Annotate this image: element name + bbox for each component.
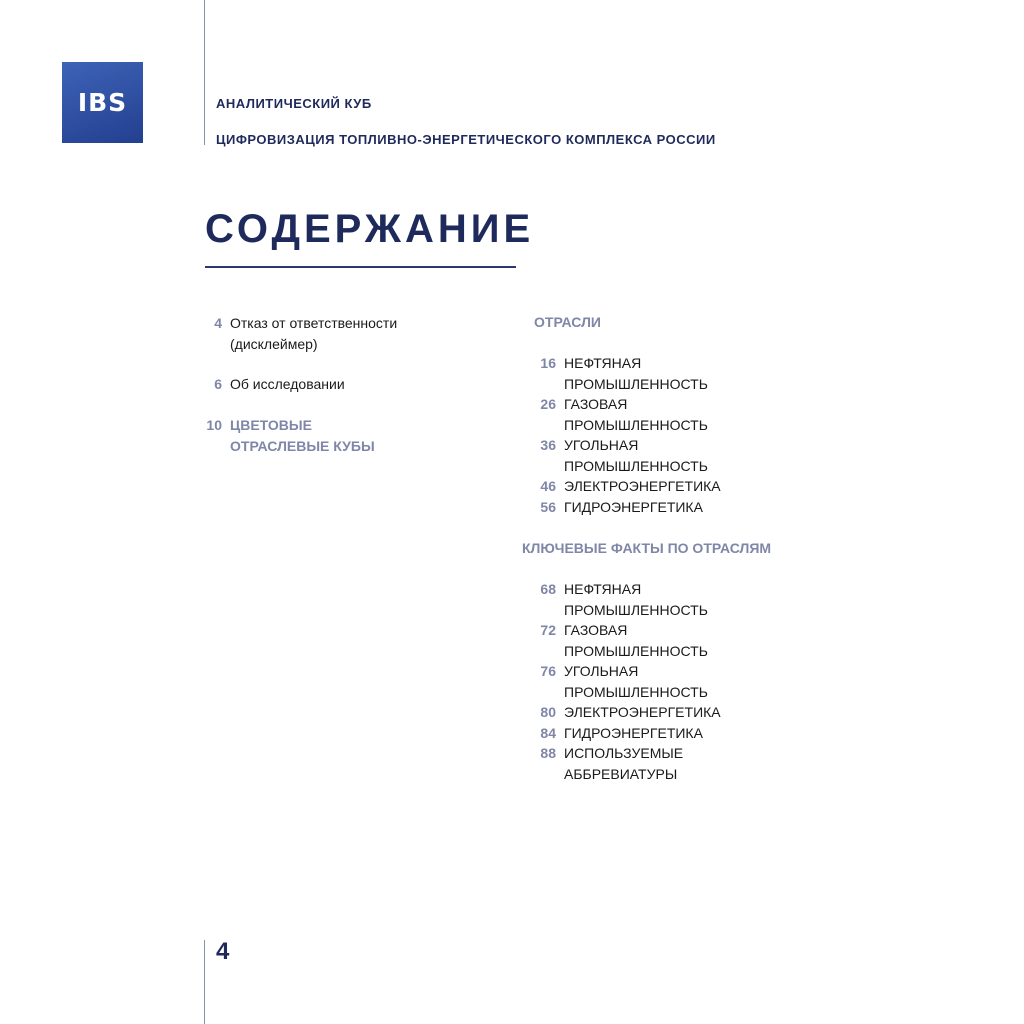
vertical-divider-bottom — [204, 940, 205, 1024]
toc-item-label: ГИДРОЭНЕРГЕТИКА — [564, 725, 703, 741]
toc-item-label — [564, 435, 708, 476]
toc-label-line1: УГОЛЬНАЯ — [564, 437, 639, 453]
toc-label-line1: Об исследовании — [230, 376, 345, 392]
toc-item-label — [230, 415, 375, 456]
toc-page-number: 84 — [540, 725, 556, 741]
header-line-1: АНАЛИТИЧЕСКИЙ КУБ — [216, 96, 372, 111]
toc-label-line1: ИСПОЛЬЗУЕМЫЕ — [564, 745, 684, 761]
toc-item-disclaimer[interactable] — [196, 313, 397, 354]
toc-label-line1: ЦВЕТОВЫЕ — [230, 417, 312, 433]
toc-label-line2: ПРОМЫШЛЕННОСТЬ — [564, 375, 708, 392]
toc-item-label: ГИДРОЭНЕРГЕТИКА — [564, 499, 703, 515]
toc-item-label: ЭЛЕКТРОЭНЕРГЕТИКА — [564, 704, 721, 720]
page-title: СОДЕРЖАНИЕ — [205, 207, 535, 251]
toc-label-line2: ПРОМЫШЛЕННОСТЬ — [564, 683, 708, 700]
toc-page-number: 68 — [540, 581, 556, 597]
toc-page-number: 16 — [540, 355, 556, 371]
toc-item-electric-facts[interactable] — [530, 702, 721, 723]
toc-item-label — [564, 394, 708, 435]
toc-item-hydropower[interactable] — [530, 497, 703, 518]
toc-label-line1: ГАЗОВАЯ — [564, 622, 628, 638]
toc-label-line1: НЕФТЯНАЯ — [564, 581, 642, 597]
toc-label-line2: ПРОМЫШЛЕННОСТЬ — [564, 601, 708, 618]
toc-page-number: 36 — [540, 437, 556, 453]
toc-label-line2: (дисклеймер) — [230, 335, 318, 352]
toc-page-number: 6 — [214, 376, 222, 392]
title-underline — [205, 266, 516, 268]
ibs-logo — [62, 62, 143, 143]
toc-page-number: 26 — [540, 396, 556, 412]
vertical-divider-top — [204, 0, 205, 145]
toc-label-line2: ПРОМЫШЛЕННОСТЬ — [564, 642, 708, 659]
toc-item-oil-facts[interactable] — [530, 579, 708, 620]
toc-item-label — [564, 620, 708, 661]
toc-item-gas-industry[interactable] — [530, 394, 708, 435]
toc-label-line2: ПРОМЫШЛЕННОСТЬ — [564, 416, 708, 433]
toc-label-line1: ГАЗОВАЯ — [564, 396, 628, 412]
toc-item-label — [564, 579, 708, 620]
toc-label-line1: Отказ от ответственности — [230, 315, 398, 331]
toc-item-label — [564, 353, 708, 394]
toc-item-abbreviations[interactable] — [530, 743, 683, 784]
toc-item-about-research[interactable] — [196, 374, 345, 395]
toc-page-number: 88 — [540, 745, 556, 761]
toc-page-number: 46 — [540, 478, 556, 494]
toc-page-number: 56 — [540, 499, 556, 515]
toc-item-electric-power[interactable] — [530, 476, 721, 497]
toc-item-label — [564, 743, 683, 784]
toc-item-hydro-facts[interactable] — [530, 723, 703, 744]
toc-item-oil-industry[interactable] — [530, 353, 708, 394]
header-line-2: ЦИФРОВИЗАЦИЯ ТОПЛИВНО-ЭНЕРГЕТИЧЕСКОГО КОМПЛЕКСА РОССИИ — [216, 132, 716, 147]
toc-item-color-cubes[interactable] — [196, 415, 375, 456]
toc-page-number: 4 — [214, 315, 222, 331]
toc-page-number: 76 — [540, 663, 556, 679]
page-number: 4 — [216, 938, 230, 965]
toc-label-line1: УГОЛЬНАЯ — [564, 663, 639, 679]
toc-item-coal-facts[interactable] — [530, 661, 708, 702]
toc-label-line2: АББРЕВИАТУРЫ — [564, 765, 678, 782]
section-heading-industries: ОТРАСЛИ — [534, 314, 601, 330]
toc-item-label — [230, 313, 397, 354]
toc-item-label — [230, 374, 345, 395]
toc-item-gas-facts[interactable] — [530, 620, 708, 661]
toc-item-label: ЭЛЕКТРОЭНЕРГЕТИКА — [564, 478, 721, 494]
section-heading-key-facts: КЛЮЧЕВЫЕ ФАКТЫ ПО ОТРАСЛЯМ — [522, 540, 772, 556]
toc-label-line2: ОТРАСЛЕВЫЕ КУБЫ — [230, 437, 375, 454]
logo-text: IBS — [77, 88, 128, 117]
toc-item-label — [564, 661, 708, 702]
toc-page-number: 80 — [540, 704, 556, 720]
toc-label-line2: ПРОМЫШЛЕННОСТЬ — [564, 457, 708, 474]
toc-label-line1: НЕФТЯНАЯ — [564, 355, 642, 371]
toc-page-number: 72 — [540, 622, 556, 638]
toc-page-number: 10 — [206, 417, 222, 433]
toc-item-coal-industry[interactable] — [530, 435, 708, 476]
